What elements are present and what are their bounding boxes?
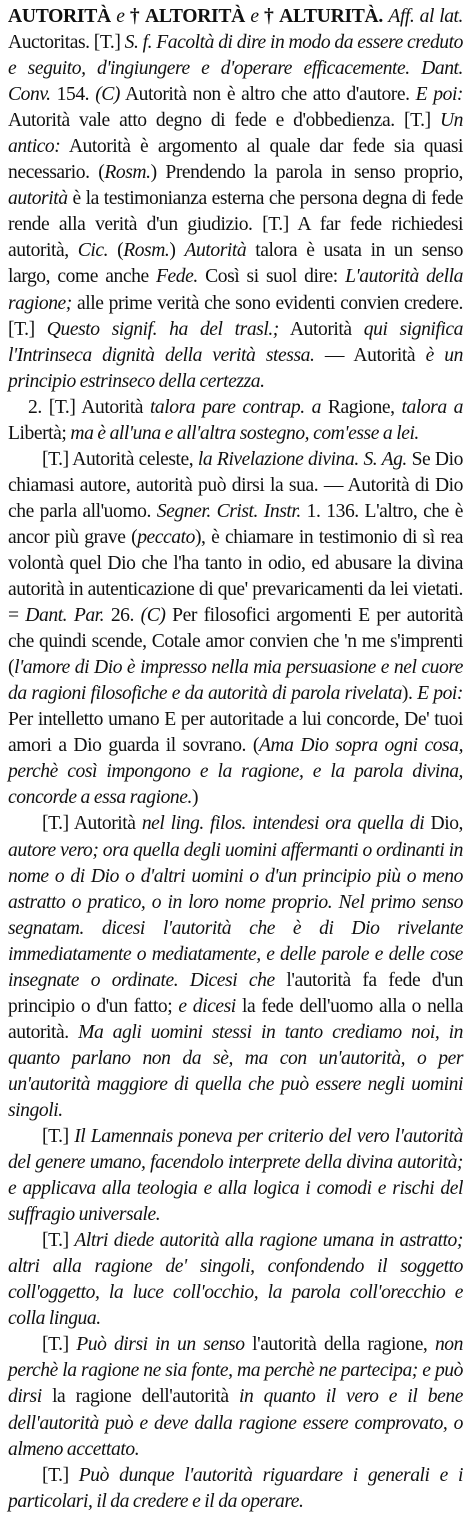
- roman-text: 1. 136. L'altro, che è ancor più grave (: [8, 500, 463, 548]
- italic-text: Un antico:: [8, 110, 463, 158]
- italic-text: Autorità: [184, 240, 247, 262]
- roman-text: [T.] Autorità celeste,: [42, 448, 198, 470]
- italic-text: Segner. Crist. Instr.: [156, 500, 301, 522]
- roman-text: Per intelletto umano E per autoritade a lui concorde, De' tuoi amori a Dio guarda il sovrano. (: [8, 709, 463, 757]
- entry-paragraph: [8, 395, 463, 447]
- italic-text: nel ling. filos. intendesi ora quella di: [141, 813, 425, 835]
- roman-text: Auctoritas. [T.]: [8, 32, 125, 54]
- roman-text: Per filosofici argomenti E per autorità che quindi scende, Cotale amor convien che 'n me s'imprenti (: [8, 605, 463, 679]
- roman-text: la ragione dell'autorità: [41, 1386, 239, 1408]
- roman-text: è la testimonianza esterna che persona degna di fede rende alla verità d'un giudizio. [T.] A far fede richiedesi autorità,: [8, 188, 463, 262]
- roman-text: Autorità non è altro che atto d'autore.: [119, 84, 416, 106]
- headword-text: † ALTORITÀ: [124, 6, 251, 27]
- italic-text: e: [116, 6, 125, 27]
- italic-text: in quanto il vero e il bene dell'autorità può e deve dalla ragione essere comprovato, o almeno accettato.: [8, 1386, 463, 1460]
- italic-text: è un principio estrinseco della certezza.: [8, 344, 464, 392]
- roman-text: — Autorità: [314, 344, 426, 366]
- entry-paragraph: [8, 1332, 463, 1462]
- italic-text: Può dunque l'autorità riguardare i generali e i particolari, il da credere e il da operare.: [8, 1464, 463, 1512]
- italic-text: Aff. al lat.: [388, 6, 464, 27]
- roman-text: alle prime verità che sono evidenti convien credere. [T.]: [8, 292, 463, 340]
- roman-text: ) Prendendo la parola in senso proprio,: [150, 162, 463, 184]
- italic-text: e: [250, 6, 259, 27]
- roman-text: Autorità: [278, 318, 364, 340]
- italic-text: (C): [95, 84, 120, 106]
- roman-text: Dio,: [424, 813, 463, 835]
- italic-text: Cic.: [77, 240, 109, 262]
- entry-paragraph: [8, 1124, 463, 1228]
- italic-text: Rosm.: [104, 162, 151, 184]
- italic-text: la Rivelazione divina. S. Ag.: [197, 448, 407, 470]
- entry-paragraph: [8, 811, 463, 1124]
- roman-text: [T.]: [42, 1464, 79, 1486]
- roman-text: talora è usata in un senso largo, come anche: [8, 240, 463, 288]
- headword-text: AUTORITÀ: [8, 6, 117, 27]
- italic-text: talora pare contrap. a: [149, 396, 321, 418]
- italic-text: Questo signif. ha del trasl.;: [46, 318, 279, 340]
- roman-text: 2. [T.] Autorità: [28, 396, 150, 418]
- roman-text: ).: [401, 683, 418, 705]
- italic-text: Altri diede autorità alla ragione umana in astratto; altri alla ragione de' singoli, confondendo il soggetto coll'oggetto, la luce coll'occhio, la parola coll'orecchio e colla lingua.: [8, 1230, 463, 1330]
- italic-text: S. f. Facoltà di dire in modo da essere creduto e seguito, d'ingiungere e d'operare efficacemente. Dant. Conv.: [8, 32, 463, 106]
- italic-text: l'amore di Dio è impresso nella mia persuasione e nel cuore da ragioni filosofiche e da autorità di parola rivelata: [8, 657, 463, 705]
- entry-paragraph: [8, 447, 463, 812]
- roman-text: ): [169, 240, 185, 262]
- italic-text: autore vero; ora quella degli uomini affermanti o ordinanti in nome o di Dio o d'altri uomini o d'un principio più o meno astratto o pratico, o in loro nome proprio. Nel primo senso segnatam. dicesi l'autorità che è di Dio rivelante immediatamente o mediatamente, e delle parole e delle cose insegnate o ordinate. Dicesi che: [8, 839, 463, 991]
- roman-text: Libertà;: [8, 422, 71, 444]
- italic-text: Fede.: [156, 266, 198, 288]
- italic-text: Rosm.: [123, 240, 170, 262]
- italic-text: Può dirsi in un senso: [76, 1334, 245, 1356]
- roman-text: Autorità è argomento al quale dar fede sia quasi necessario. (: [8, 136, 463, 184]
- italic-text: E poi:: [415, 84, 464, 106]
- headword-text: † ALTURITÀ.: [258, 6, 389, 27]
- roman-text: ), è chiamare in testimonio di sì rea volontà quel Dio che l'ha tanto in odio, ed abusare la divina autorità in autenticazione di que' prevaricamenti da lei vietati. =: [8, 526, 463, 627]
- roman-text: [T.] Autorità: [42, 813, 142, 835]
- italic-text: (C): [140, 605, 166, 627]
- italic-text: Dant. Par.: [25, 605, 105, 627]
- roman-text: Se Dio chiamasi autore, autorità può dirsi la sua. — Autorità di Dio che parla all'uomo.: [8, 448, 463, 522]
- italic-text: qui significa l'Intrinseca dignità della verità stessa.: [8, 318, 463, 366]
- italic-text: e dicesi: [178, 995, 236, 1017]
- italic-text: autorità: [8, 188, 68, 210]
- roman-text: (: [108, 240, 124, 262]
- roman-text: la fede dell'uomo alla o nella autorità.: [8, 995, 463, 1043]
- roman-text: ): [191, 787, 199, 809]
- italic-text: non perchè la ragione ne sia fonte, ma perchè ne partecipa; e può dirsi: [8, 1334, 463, 1408]
- italic-text: Ma agli uomini stessi in tanto crediamo noi, in quanto parlano non da sè, ma con un'autorità, o per un'autorità maggiore di quella che può essere negli uomini singoli.: [8, 1021, 464, 1121]
- italic-text: ma è all'una e all'altra sostegno, com'esse a lei.: [70, 422, 419, 444]
- roman-text: [T.]: [42, 1334, 77, 1356]
- italic-text: talora a: [401, 396, 463, 418]
- italic-text: Il Lamennais poneva per criterio del vero l'autorità del genere umano, facendolo interprete della divina autorità; e applicava alla teologia e alla logica i comodi e rischi del suffragio universale.: [8, 1126, 463, 1226]
- roman-text: [T.]: [42, 1230, 75, 1252]
- roman-text: l'autorità della ragione,: [244, 1334, 435, 1356]
- entry-paragraph: [8, 1463, 463, 1515]
- entry-headword-paragraph: [8, 4, 463, 395]
- roman-text: Autorità vale atto degno di fede e d'obbedienza. [T.]: [8, 110, 440, 132]
- italic-text: peccato: [137, 526, 195, 548]
- roman-text: l'autorità fa fede d'un principio o d'un fatto;: [8, 969, 463, 1017]
- dictionary-entry-autorita: [8, 4, 463, 1515]
- roman-text: 26.: [104, 605, 141, 627]
- entry-paragraph: [8, 1228, 463, 1332]
- italic-text: E poi:: [417, 683, 463, 705]
- roman-text: Ragione,: [320, 396, 402, 418]
- roman-text: [T.]: [42, 1126, 75, 1148]
- roman-text: Così si suol dire:: [197, 266, 346, 288]
- italic-text: L'autorità della ragione;: [8, 266, 464, 314]
- italic-text: Ama Dio sopra ogni cosa, perchè così impongono e la ragione, e la parola divina, concorde a essa ragione.: [8, 735, 464, 809]
- roman-text: 154.: [50, 84, 96, 106]
